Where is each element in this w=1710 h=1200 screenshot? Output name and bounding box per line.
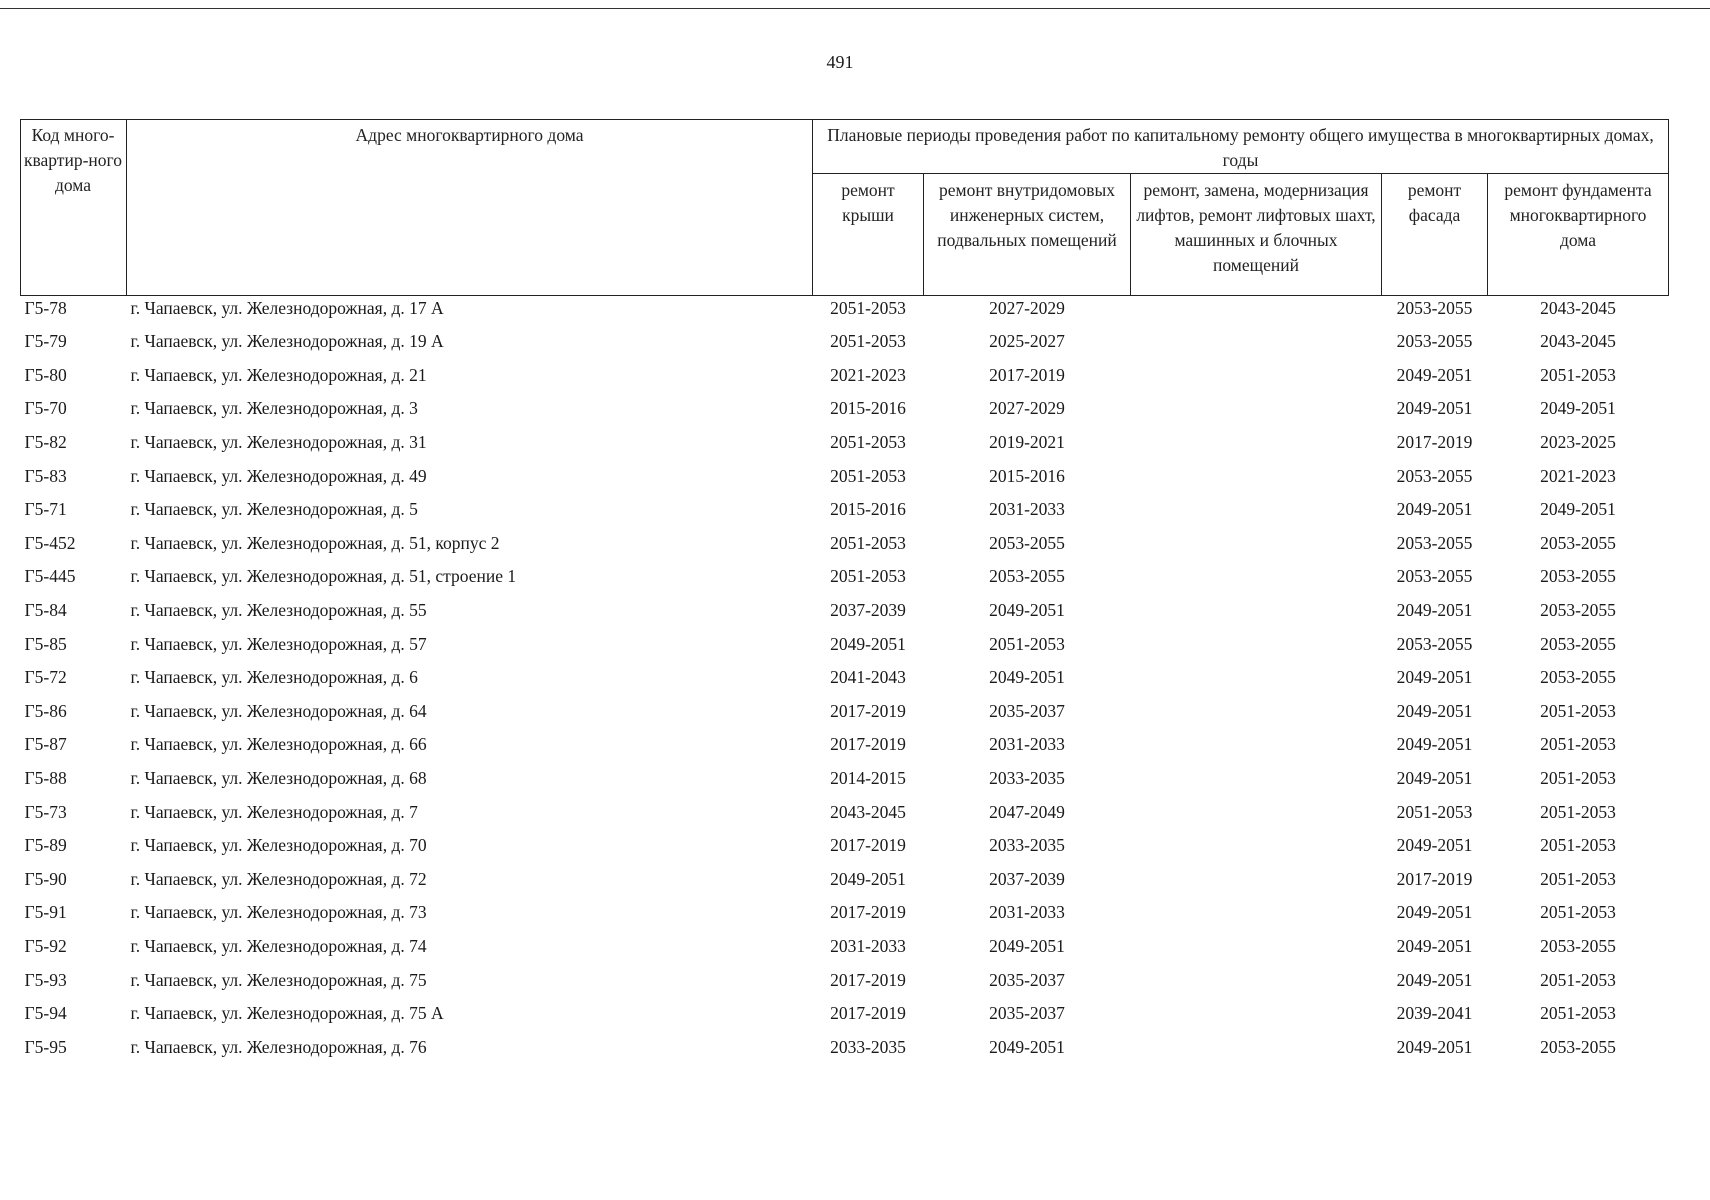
lift-period	[1131, 728, 1382, 762]
table-row	[21, 1030, 1669, 1064]
building-code: Г5-452	[24, 532, 76, 553]
table-row	[21, 392, 1669, 426]
lift-period	[1131, 829, 1382, 863]
table-row	[21, 426, 1669, 460]
building-code: Г5-73	[24, 801, 67, 822]
foundation-period: 2053-2055	[1540, 566, 1616, 587]
building-code: Г5-445	[24, 566, 76, 587]
lift-period	[1131, 560, 1382, 594]
facade-period: 2049-2051	[1396, 398, 1473, 419]
table-header	[21, 120, 1669, 296]
building-code: Г5-89	[24, 835, 67, 856]
foundation-period: 2053-2055	[1540, 935, 1616, 956]
building-code: Г5-83	[24, 465, 67, 486]
lift-period	[1131, 997, 1382, 1031]
roof-period: 2017-2019	[830, 835, 906, 856]
building-code: Г5-80	[24, 364, 67, 385]
engineering-period: 2015-2016	[989, 465, 1065, 486]
engineering-period: 2033-2035	[989, 835, 1065, 856]
roof-period: 2021-2023	[830, 364, 906, 385]
building-address: г. Чапаевск, ул. Железнодорожная, д. 17 А	[130, 298, 444, 318]
lift-period	[1131, 426, 1382, 460]
table-row	[21, 527, 1669, 561]
header-foundation-repair: ремонт фундамента многоквартирного дома	[1488, 174, 1669, 296]
roof-period: 2015-2016	[830, 398, 906, 419]
foundation-period: 2051-2053	[1540, 902, 1616, 923]
building-address: г. Чапаевск, ул. Железнодорожная, д. 31	[130, 432, 427, 453]
facade-period: 2049-2051	[1396, 667, 1473, 688]
building-address: г. Чапаевск, ул. Железнодорожная, д. 51, корпус 2	[130, 532, 500, 553]
roof-period: 2017-2019	[830, 969, 906, 990]
building-code: Г5-94	[24, 1003, 67, 1024]
foundation-period: 2051-2053	[1540, 700, 1616, 721]
engineering-period: 2031-2033	[989, 734, 1065, 755]
building-code: Г5-92	[24, 935, 67, 956]
building-address: г. Чапаевск, ул. Железнодорожная, д. 57	[130, 633, 427, 654]
facade-period: 2049-2051	[1396, 600, 1473, 621]
foundation-period: 2023-2025	[1540, 432, 1616, 453]
header-address: Адрес многоквартирного дома	[127, 120, 813, 296]
table-row	[21, 997, 1669, 1031]
engineering-period: 2025-2027	[989, 331, 1065, 352]
building-address: г. Чапаевск, ул. Железнодорожная, д. 3	[130, 398, 418, 419]
facade-period: 2053-2055	[1396, 566, 1473, 587]
foundation-period: 2021-2023	[1540, 465, 1616, 486]
engineering-period: 2053-2055	[989, 532, 1065, 553]
table-row	[21, 795, 1669, 829]
roof-period: 2051-2053	[830, 432, 906, 453]
table-row	[21, 896, 1669, 930]
lift-period	[1131, 459, 1382, 493]
header-lift-repair: ремонт, замена, модернизация лифтов, ремонт лифтовых шахт, машинных и блочных помещений	[1131, 174, 1382, 296]
building-address: г. Чапаевск, ул. Железнодорожная, д. 64	[130, 700, 427, 721]
table-row	[21, 863, 1669, 897]
engineering-period: 2035-2037	[989, 700, 1065, 721]
table-row	[21, 930, 1669, 964]
building-address: г. Чапаевск, ул. Железнодорожная, д. 6	[130, 667, 418, 688]
roof-period: 2051-2053	[830, 566, 906, 587]
engineering-period: 2019-2021	[989, 432, 1065, 453]
header-building-code	[21, 120, 127, 296]
facade-period: 2049-2051	[1396, 969, 1473, 990]
building-code: Г5-93	[24, 969, 67, 990]
foundation-period: 2043-2045	[1540, 331, 1616, 352]
facade-period: 2053-2055	[1396, 633, 1473, 654]
roof-period: 2051-2053	[830, 331, 906, 352]
building-address: г. Чапаевск, ул. Железнодорожная, д. 49	[130, 465, 427, 486]
facade-period: 2049-2051	[1396, 768, 1473, 789]
foundation-period: 2051-2053	[1540, 768, 1616, 789]
capital-repair-register	[20, 119, 1668, 1064]
facade-period: 2049-2051	[1396, 902, 1473, 923]
table-row	[21, 560, 1669, 594]
building-code: Г5-79	[24, 331, 67, 352]
table-row	[21, 359, 1669, 393]
facade-period: 2053-2055	[1396, 331, 1473, 352]
header-engineering-repair: ремонт внутридомовых инженерных систем, подвальных помещений	[924, 174, 1131, 296]
foundation-period: 2049-2051	[1540, 499, 1616, 520]
engineering-period: 2051-2053	[989, 633, 1065, 654]
lift-period	[1131, 392, 1382, 426]
facade-period: 2039-2041	[1396, 1003, 1473, 1024]
building-address: г. Чапаевск, ул. Железнодорожная, д. 68	[130, 768, 427, 789]
lift-period	[1131, 795, 1382, 829]
facade-period: 2049-2051	[1396, 364, 1473, 385]
header-planned-periods: Плановые периоды проведения работ по капитальному ремонту общего имущества в многоквартирных домах, годы	[813, 120, 1669, 174]
table-row	[21, 493, 1669, 527]
building-address: г. Чапаевск, ул. Железнодорожная, д. 51, строение 1	[130, 566, 517, 587]
engineering-period: 2049-2051	[989, 935, 1065, 956]
engineering-period: 2017-2019	[989, 364, 1065, 385]
lift-period	[1131, 896, 1382, 930]
table-row	[21, 728, 1669, 762]
table-row	[21, 459, 1669, 493]
facade-period: 2049-2051	[1396, 499, 1473, 520]
lift-period	[1131, 695, 1382, 729]
top-rule	[0, 8, 1710, 9]
foundation-period: 2043-2045	[1540, 298, 1616, 318]
building-code: Г5-90	[24, 868, 67, 889]
foundation-period: 2051-2053	[1540, 801, 1616, 822]
repair-schedule-table	[20, 119, 1669, 1064]
lift-period	[1131, 661, 1382, 695]
engineering-period: 2031-2033	[989, 499, 1065, 520]
table-row	[21, 627, 1669, 661]
foundation-period: 2053-2055	[1540, 600, 1616, 621]
roof-period: 2051-2053	[830, 465, 906, 486]
roof-period: 2017-2019	[830, 902, 906, 923]
facade-period: 2049-2051	[1396, 1036, 1473, 1057]
table-row	[21, 829, 1669, 863]
header-roof-repair: ремонт крыши	[813, 174, 924, 296]
table-body	[21, 296, 1669, 1065]
building-address: г. Чапаевск, ул. Железнодорожная, д. 55	[130, 600, 427, 621]
building-address: г. Чапаевск, ул. Железнодорожная, д. 5	[130, 499, 418, 520]
lift-period	[1131, 963, 1382, 997]
engineering-period: 2049-2051	[989, 600, 1065, 621]
building-address: г. Чапаевск, ул. Железнодорожная, д. 66	[130, 734, 427, 755]
engineering-period: 2049-2051	[989, 1036, 1065, 1057]
foundation-period: 2053-2055	[1540, 633, 1616, 654]
roof-period: 2014-2015	[830, 768, 906, 789]
foundation-period: 2051-2053	[1540, 1003, 1616, 1024]
building-code: Г5-78	[24, 298, 67, 318]
engineering-period: 2027-2029	[989, 298, 1065, 318]
lift-period	[1131, 359, 1382, 393]
foundation-period: 2053-2055	[1540, 1036, 1616, 1057]
table-row	[21, 296, 1669, 326]
engineering-period: 2047-2049	[989, 801, 1065, 822]
building-address: г. Чапаевск, ул. Железнодорожная, д. 75	[130, 969, 427, 990]
building-address: г. Чапаевск, ул. Железнодорожная, д. 72	[130, 868, 427, 889]
engineering-period: 2027-2029	[989, 398, 1065, 419]
building-code: Г5-84	[24, 600, 67, 621]
roof-period: 2041-2043	[830, 667, 906, 688]
roof-period: 2037-2039	[830, 600, 906, 621]
roof-period: 2051-2053	[830, 298, 906, 318]
roof-period: 2049-2051	[830, 868, 906, 889]
table-row	[21, 594, 1669, 628]
lift-period	[1131, 863, 1382, 897]
table-row	[21, 762, 1669, 796]
lift-period	[1131, 930, 1382, 964]
roof-period: 2051-2053	[830, 532, 906, 553]
engineering-period: 2035-2037	[989, 969, 1065, 990]
foundation-period: 2053-2055	[1540, 667, 1616, 688]
lift-period	[1131, 296, 1382, 326]
foundation-period: 2053-2055	[1540, 532, 1616, 553]
table-row	[21, 661, 1669, 695]
building-address: г. Чапаевск, ул. Железнодорожная, д. 7	[130, 801, 418, 822]
header-building-code-label: Код много-квартир-ного дома	[23, 125, 123, 195]
engineering-period: 2031-2033	[989, 902, 1065, 923]
roof-period: 2017-2019	[830, 734, 906, 755]
roof-period: 2031-2033	[830, 935, 906, 956]
lift-period	[1131, 594, 1382, 628]
building-address: г. Чапаевск, ул. Железнодорожная, д. 74	[130, 935, 427, 956]
building-address: г. Чапаевск, ул. Железнодорожная, д. 70	[130, 835, 427, 856]
roof-period: 2017-2019	[830, 700, 906, 721]
building-address: г. Чапаевск, ул. Железнодорожная, д. 73	[130, 902, 427, 923]
facade-period: 2053-2055	[1396, 532, 1473, 553]
engineering-period: 2037-2039	[989, 868, 1065, 889]
roof-period: 2033-2035	[830, 1036, 906, 1057]
foundation-period: 2051-2053	[1540, 364, 1616, 385]
lift-period	[1131, 627, 1382, 661]
building-address: г. Чапаевск, ул. Железнодорожная, д. 21	[130, 364, 427, 385]
facade-period: 2049-2051	[1396, 835, 1473, 856]
building-code: Г5-91	[24, 902, 67, 923]
facade-period: 2049-2051	[1396, 734, 1473, 755]
lift-period	[1131, 527, 1382, 561]
table-row	[21, 325, 1669, 359]
engineering-period: 2049-2051	[989, 667, 1065, 688]
facade-period: 2053-2055	[1396, 298, 1473, 318]
building-address: г. Чапаевск, ул. Железнодорожная, д. 19 А	[130, 331, 444, 352]
facade-period: 2017-2019	[1396, 868, 1473, 889]
building-code: Г5-82	[24, 432, 67, 453]
table-row	[21, 963, 1669, 997]
foundation-period: 2051-2053	[1540, 969, 1616, 990]
building-code: Г5-72	[24, 667, 67, 688]
engineering-period: 2033-2035	[989, 768, 1065, 789]
building-code: Г5-87	[24, 734, 67, 755]
header-facade-repair: ремонт фасада	[1382, 174, 1488, 296]
facade-period: 2049-2051	[1396, 700, 1473, 721]
lift-period	[1131, 762, 1382, 796]
engineering-period: 2035-2037	[989, 1003, 1065, 1024]
building-code: Г5-86	[24, 700, 67, 721]
foundation-period: 2051-2053	[1540, 868, 1616, 889]
table-row	[21, 695, 1669, 729]
building-address: г. Чапаевск, ул. Железнодорожная, д. 75 А	[130, 1003, 444, 1024]
building-code: Г5-85	[24, 633, 67, 654]
roof-period: 2049-2051	[830, 633, 906, 654]
engineering-period: 2053-2055	[989, 566, 1065, 587]
roof-period: 2043-2045	[830, 801, 906, 822]
roof-period: 2015-2016	[830, 499, 906, 520]
building-code: Г5-88	[24, 768, 67, 789]
building-code: Г5-70	[24, 398, 67, 419]
foundation-period: 2051-2053	[1540, 734, 1616, 755]
building-code: Г5-71	[24, 499, 67, 520]
lift-period	[1131, 1030, 1382, 1064]
lift-period	[1131, 325, 1382, 359]
facade-period: 2017-2019	[1396, 432, 1473, 453]
lift-period	[1131, 493, 1382, 527]
foundation-period: 2051-2053	[1540, 835, 1616, 856]
facade-period: 2053-2055	[1396, 465, 1473, 486]
building-address: г. Чапаевск, ул. Железнодорожная, д. 76	[130, 1036, 427, 1057]
roof-period: 2017-2019	[830, 1003, 906, 1024]
facade-period: 2049-2051	[1396, 935, 1473, 956]
building-code: Г5-95	[24, 1036, 67, 1057]
facade-period: 2051-2053	[1396, 801, 1473, 822]
page-number: 491	[826, 52, 854, 72]
foundation-period: 2049-2051	[1540, 398, 1616, 419]
